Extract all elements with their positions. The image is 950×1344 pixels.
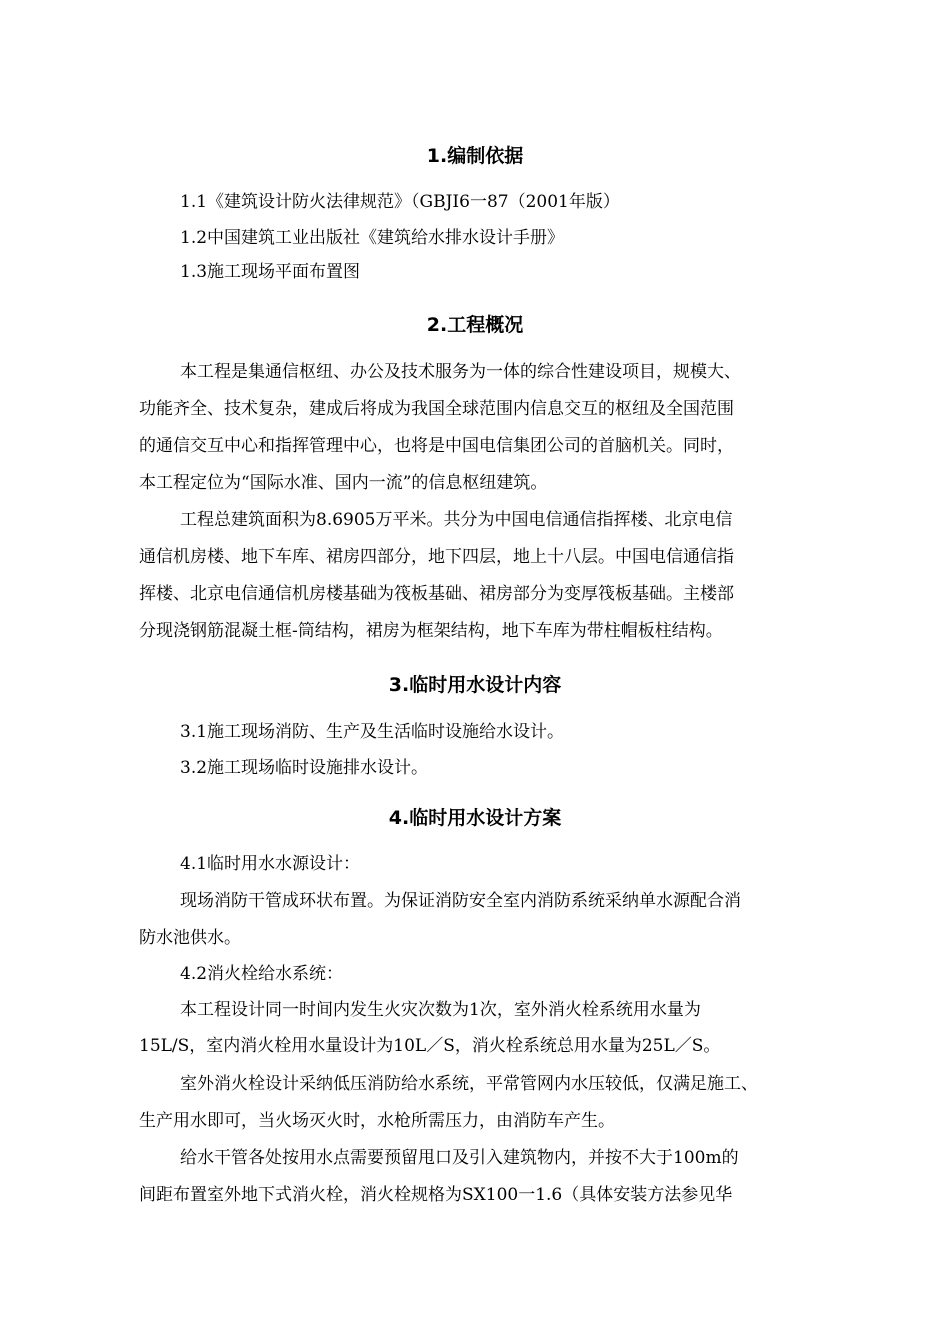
section-2-para-2-line-4: 分现浇钢筋混凝土框-筒结构，裙房为框架结构，地下车库为带柱帽板柱结构。 [139, 621, 723, 641]
section-2-para-2-line-2: 通信机房楼、地下车库、裙房四部分，地下四层，地上十八层。中国电信通信指 [139, 547, 734, 567]
section-2-para-1-line-4: 本工程定位为“国际水准、国内一流”的信息枢纽建筑。 [139, 473, 548, 493]
section-4-2-para-2-line-1: 室外消火栓设计采纳低压消防给水系统，平常管网内水压较低，仅满足施工、 [180, 1074, 758, 1094]
section-4-2-para-1-line-1: 本工程设计同一时间内发生火灾次数为1次，室外消火栓系统用水量为 [180, 1000, 701, 1020]
section-2-para-2-line-3: 挥楼、北京电信通信机房楼基础为筏板基础、裙房部分为变厚筏板基础。主楼部 [139, 584, 734, 604]
section-2-para-2-line-1: 工程总建筑面积为8.6905万平米。共分为中国电信通信指挥楼、北京电信 [180, 510, 733, 530]
section-4-1-para-line-1: 现场消防干管成环状布置。为保证消防安全室内消防系统采纳单水源配合消 [180, 891, 741, 911]
section-4-heading: 4.临时用水设计方案 [388, 807, 562, 829]
section-4-1-para-line-2: 防水池供水。 [139, 928, 241, 948]
section-1-item-2: 1.2中国建筑工业出版社《建筑给水排水设计手册》 [180, 228, 565, 248]
section-2-heading: 2.工程概况 [426, 314, 524, 336]
section-4-2-para-1-line-2: 15L/S，室内消火栓用水量设计为10L／S，消火栓系统总用水量为25L／S。 [139, 1036, 721, 1056]
section-3-item-1: 3.1施工现场消防、生产及生活临时设施给水设计。 [180, 722, 565, 742]
section-1-item-1: 1.1《建筑设计防火法律规范》（GBJI6一87（2001年版） [180, 192, 620, 212]
section-4-2-para-3-line-2: 间距布置室外地下式消火栓，消火栓规格为SX100一1.6（具体安装方法参见华 [139, 1185, 733, 1205]
section-3-item-2: 3.2施工现场临时设施排水设计。 [180, 758, 429, 778]
section-1-item-3: 1.3施工现场平面布置图 [180, 262, 361, 282]
section-2-para-1-line-3: 的通信交互中心和指挥管理中心，也将是中国电信集团公司的首脑机关。同时， [139, 436, 734, 456]
section-1-heading: 1.编制依据 [426, 145, 524, 167]
section-2-para-1-line-2: 功能齐全、技术复杂，建成后将成为我国全球范围内信息交互的枢纽及全国范围 [139, 399, 734, 419]
section-4-2-para-3-line-1: 给水干管各处按用水点需要预留甩口及引入建筑物内，并按不大于100m的 [180, 1148, 739, 1168]
section-4-subheading-2: 4.2消火栓给水系统： [180, 964, 344, 984]
section-3-heading: 3.临时用水设计内容 [388, 674, 562, 696]
section-4-subheading-1: 4.1临时用水水源设计： [180, 854, 361, 874]
section-2-para-1-line-1: 本工程是集通信枢纽、办公及技术服务为一体的综合性建设项目，规模大、 [180, 362, 741, 382]
section-4-2-para-2-line-2: 生产用水即可，当火场灭火时，水枪所需压力，由消防车产生。 [139, 1111, 615, 1131]
